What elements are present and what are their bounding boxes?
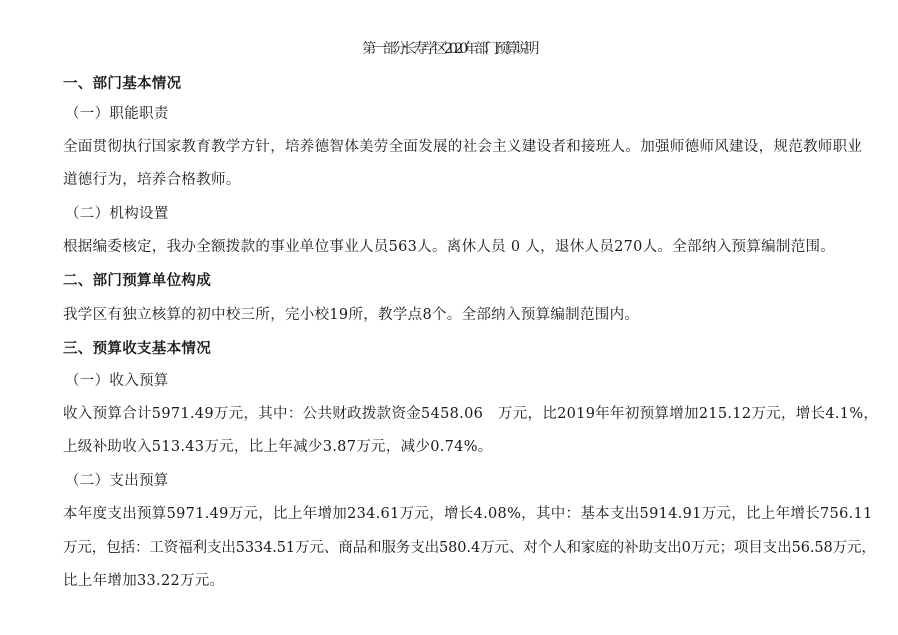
paragraph-expenditure-line-3: 比上年增加33.22万元。 — [63, 573, 225, 589]
subsection-heading-expenditure-budget: （二）支出预算 — [65, 473, 169, 489]
paragraph-duties-line-1: 全面贯彻执行国家教育教学方针，培养德智体美劳全面发展的社会主义建设者和接班人。加强师德师风建设，规范教师职业 — [63, 139, 863, 155]
section-heading-budget-units: 二、部门预算单位构成 — [63, 273, 211, 289]
paragraph-budget-units: 我学区有独立核算的初中校三所，完小校19所，教学点8个。全部纳入预算编制范围内。 — [63, 307, 640, 323]
subsection-heading-income-budget: （一）收入预算 — [65, 373, 169, 389]
paragraph-expenditure-line-1: 本年度支出预算5971.49万元，比上年增加234.61万元，增长4.08%，其中：基本支出5914.91万元，比上年增长756.11 — [63, 506, 873, 522]
paragraph-duties-line-2: 道德行为，培养合格教师。 — [63, 172, 241, 188]
section-heading-budget-overview: 三、预算收支基本情况 — [63, 341, 211, 357]
section-heading-basic-info: 一、部门基本情况 — [63, 76, 182, 92]
paragraph-expenditure-line-2: 万元，包括：工资福利支出5334.51万元、商品和服务支出580.4万元、对个人和家庭的补助支出0万元；项目支出56.58万元， — [63, 540, 876, 556]
paragraph-income-line-2: 上级补助收入513.43万元，比上年减少3.87万元，减少0.74%。 — [63, 439, 493, 455]
subsection-heading-organization: （二）机构设置 — [65, 206, 169, 222]
paragraph-organization: 根据编委核定，我办全额拨款的事业单位事业人员563人。离休人员 0 人，退休人员270人。全部纳入预算编制范围。 — [63, 239, 836, 255]
document-title: 第一部分长寿学区2020年部门预算说明 — [362, 41, 536, 57]
paragraph-income-line-1: 收入预算合计5971.49万元，其中：公共财政拨款资金5458.06 万元，比2019年年初预算增加215.12万元，增长4.1%， — [63, 406, 879, 422]
subsection-heading-duties: （一）职能职责 — [65, 106, 169, 122]
